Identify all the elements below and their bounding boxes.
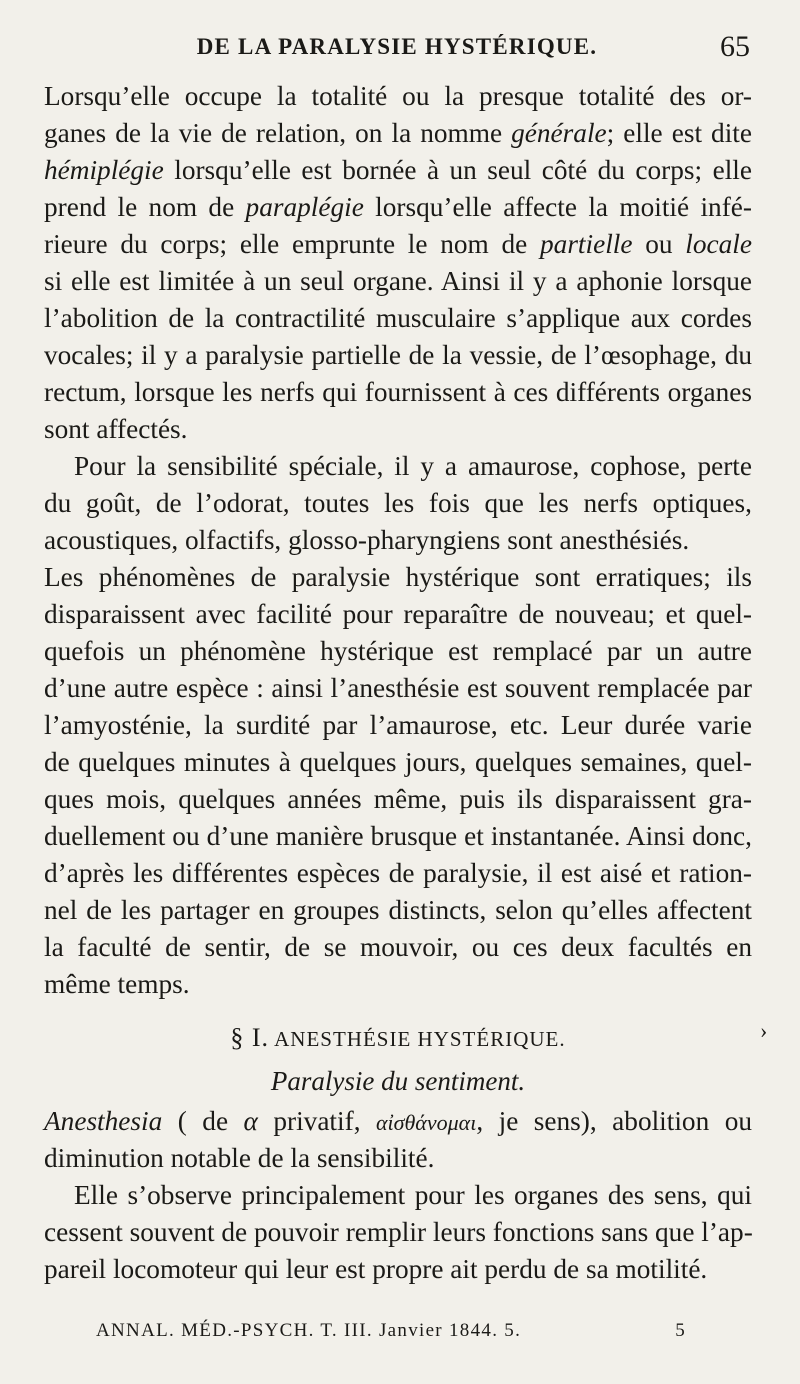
section-number: § I. — [230, 1023, 270, 1052]
text-run: rieure du corps; elle emprunte le nom de — [44, 229, 541, 259]
text-line: si elle est limitée à un seul organe. Ainsi il y a aphonie lorsque — [44, 266, 752, 296]
margin-mark: › — [760, 1018, 768, 1043]
text-line: Les phénomènes de paralysie hystérique sont erratiques; ils — [44, 562, 752, 592]
text-run: ; elle est dite — [606, 118, 752, 148]
section-title: ANESTHÉSIE HYSTÉRIQUE. — [274, 1027, 566, 1051]
text-line: de quelques minutes à quelques jours, quelques semaines, quel- — [44, 747, 752, 777]
text-run: , je sens), abolition ou — [476, 1106, 752, 1136]
spacer — [44, 1003, 752, 1017]
text-line: nel de les partager en groupes distincts, selon qu’elles affectent — [44, 895, 752, 925]
text-line: diminution notable de la sensibilité. — [44, 1143, 435, 1173]
text-line: Lorsqu’elle occupe la totalité ou la presque totalité des or- — [44, 81, 752, 111]
text-line: quefois un phénomène hystérique est remplacé par un autre — [44, 636, 752, 666]
text-run: ( de — [177, 1106, 229, 1136]
text-line — [44, 226, 752, 263]
text-line: d’après les différentes espèces de paralysie, il est aisé et ration- — [44, 858, 752, 888]
running-title: DE LA PARALYSIE HYSTÉRIQUE. — [196, 34, 598, 59]
text-line: la faculté de sentir, de se mouvoir, ou ces deux facultés en — [44, 932, 752, 962]
signature-mark: 5 — [675, 1320, 686, 1341]
text-run: lorsqu’elle est bornée à un seul côté du corps; elle — [163, 155, 752, 185]
text-run: ganes de la vie de relation, on la nomme — [44, 118, 512, 148]
text-run: lorsqu’elle affecte la moitié infé- — [363, 192, 752, 222]
italic-term: générale — [511, 118, 607, 148]
text-run: prend le nom de — [44, 192, 246, 222]
text-run: ou — [632, 229, 686, 259]
text-line: Elle s’observe principalement pour les organes des sens, qui — [74, 1180, 752, 1210]
subheading: Paralysie du sentiment. — [270, 1066, 526, 1096]
text-line: d’une autre espèce : ainsi l’anesthésie est souvent remplacée par — [44, 673, 752, 703]
page-number: 65 — [720, 30, 750, 63]
text-line: cessent souvent de pouvoir remplir leurs fonctions sans que l’ap- — [44, 1217, 753, 1247]
text-line — [44, 189, 752, 226]
body-text — [44, 78, 752, 1288]
text-line: Pour la sensibilité spéciale, il y a amaurose, cophose, perte — [74, 451, 752, 481]
journal-citation: ANNAL. MÉD.-PSYCH. T. III. Janvier 1844. 5. — [96, 1320, 522, 1341]
page-footer — [96, 1320, 686, 1342]
italic-term: locale — [685, 229, 752, 259]
italic-term: partielle — [540, 229, 633, 259]
text-line: disparaissent avec facilité pour reparaître de nouveau; et quel- — [44, 599, 752, 629]
text-line — [44, 1103, 752, 1140]
text-line — [44, 115, 752, 152]
text-line — [44, 152, 752, 189]
definition-term: Anesthesia — [44, 1106, 163, 1136]
italic-term: hémiplégie — [44, 155, 164, 185]
alpha-letter: α — [243, 1106, 258, 1136]
text-line: même temps. — [44, 969, 190, 999]
text-line: du goût, de l’odorat, toutes les fois que les nerfs optiques, — [44, 488, 752, 518]
text-run: privatif, — [273, 1106, 361, 1136]
text-line: pareil locomoteur qui leur est propre ait perdu de sa motilité. — [44, 1254, 708, 1284]
text-line: vocales; il y a paralysie partielle de la vessie, de l’œsophage, du — [44, 340, 752, 370]
text-line: sont affectés. — [44, 414, 188, 444]
italic-term: paraplégie — [245, 192, 364, 222]
text-line: duellement ou d’une manière brusque et instantanée. Ainsi donc, — [44, 821, 752, 851]
text-line: acoustiques, olfactifs, glosso-pharyngiens sont anesthésiés. — [44, 525, 690, 555]
page-header — [44, 30, 750, 70]
greek-word: αἰσθάνομαι — [375, 1110, 477, 1135]
text-line: rectum, lorsque les nerfs qui fournissent à ces différents organes — [44, 377, 752, 407]
text-line: ques mois, quelques années même, puis ils disparaissent gra- — [44, 784, 752, 814]
text-line: l’abolition de la contractilité musculaire s’applique aux cordes — [44, 303, 752, 333]
text-line: l’amyosténie, la surdité par l’amaurose, etc. Leur durée varie — [44, 710, 752, 740]
section-heading — [44, 1017, 752, 1059]
